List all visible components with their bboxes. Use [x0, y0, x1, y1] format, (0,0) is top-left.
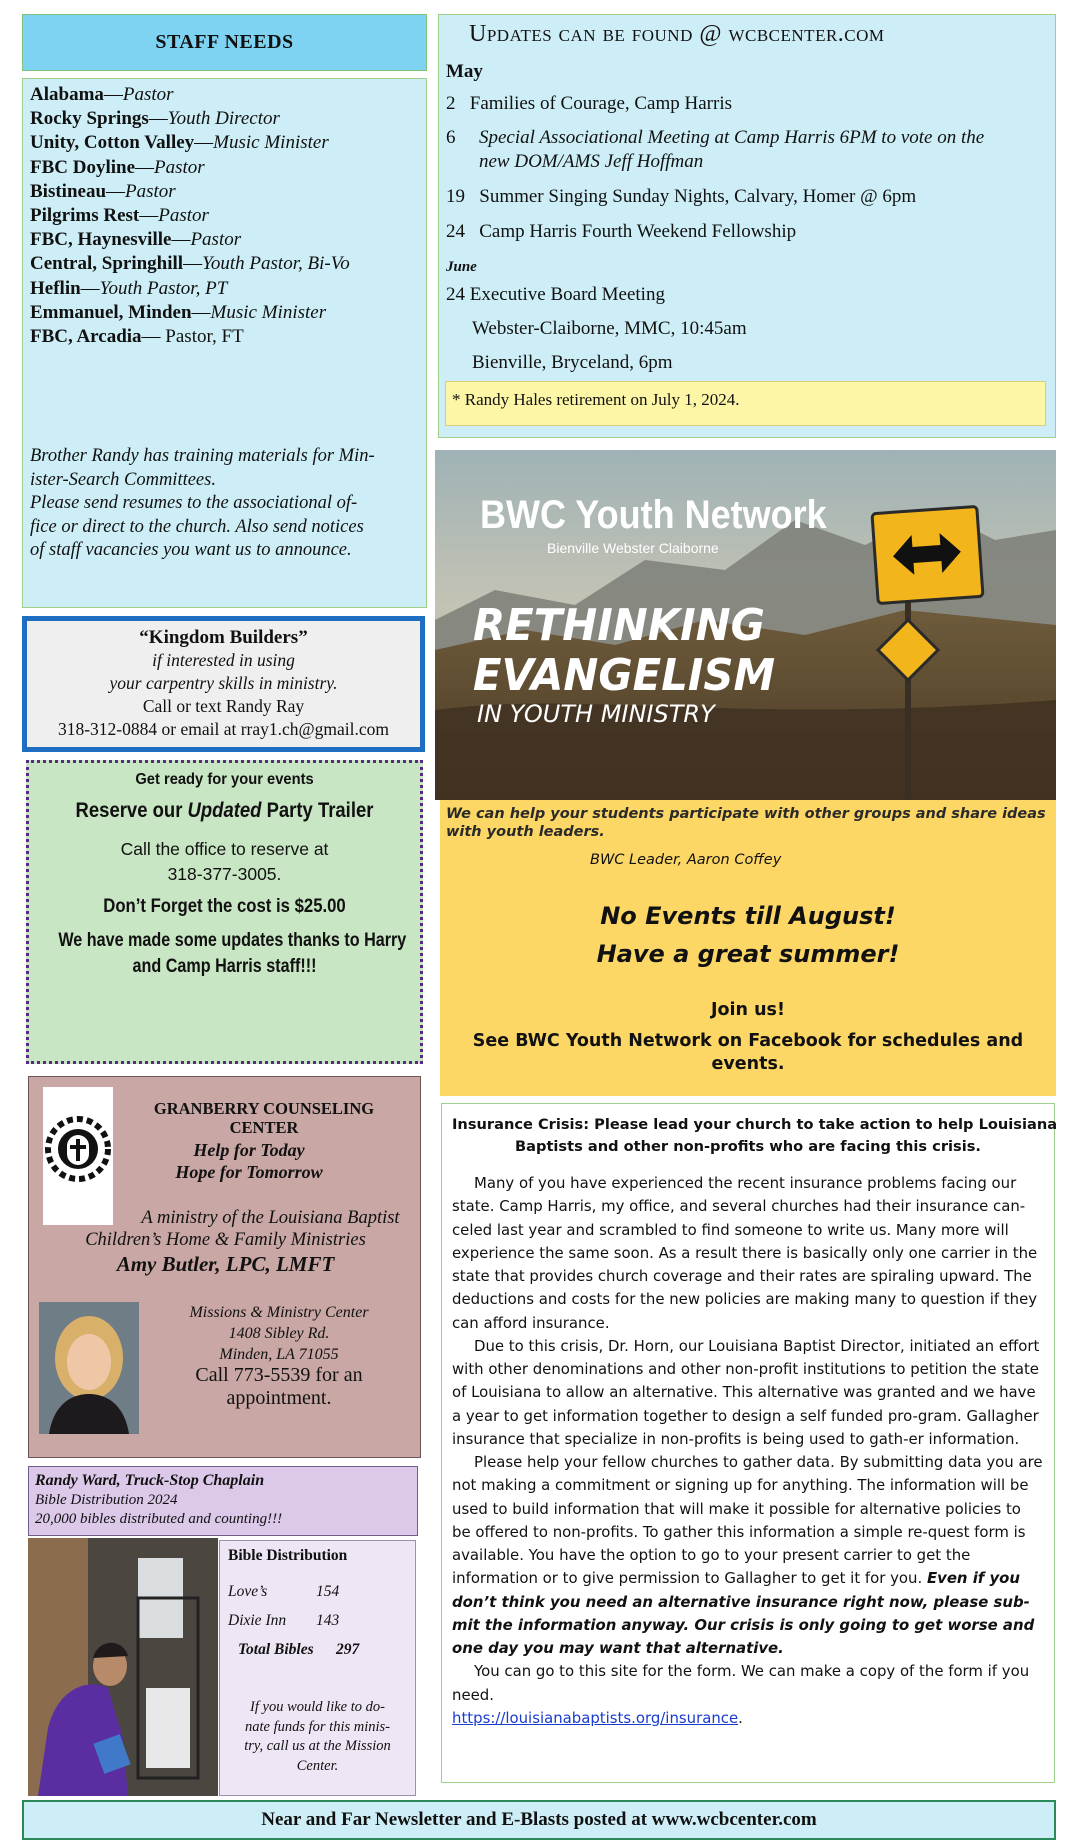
- updates-line: We have made some updates thanks to Harry: [58, 930, 407, 951]
- newsletter-footer: [22, 1800, 1056, 1840]
- address-line: Minden, LA 71055: [219, 1346, 339, 1363]
- staff-role: Youth Pastor, PT: [99, 277, 228, 299]
- headline-part: Party Trailer: [261, 799, 374, 822]
- staff-needs-note: [30, 445, 420, 563]
- note-line: ister-Search Committees.: [30, 469, 216, 490]
- update-text: Camp Harris Fourth Weekend Fellowship: [479, 221, 797, 242]
- call-line: appointment.: [226, 1387, 332, 1409]
- update-day: 19: [446, 186, 465, 207]
- church-name: Central, Springhill: [30, 253, 184, 275]
- staff-need-item: [30, 301, 419, 325]
- update-item: [446, 185, 916, 209]
- person-photo-icon: [39, 1302, 139, 1434]
- update-text: Families of Courage, Camp Harris: [469, 93, 733, 114]
- staff-role: Pastor: [125, 180, 176, 202]
- staff-need-item: [30, 252, 419, 276]
- ministry-line: Children’s Home & Family Ministries: [85, 1230, 366, 1250]
- staff-need-item: [30, 156, 419, 180]
- church-name: Rocky Springs: [30, 108, 149, 130]
- insurance-link[interactable]: https://louisianabaptists.org/insurance: [452, 1708, 739, 1727]
- counseling-ministry: [29, 1207, 422, 1251]
- counseling-box: [28, 1076, 421, 1458]
- kingdom-contact: 318-312-0884 or email at rray1.ch@gmail.com: [57, 719, 390, 739]
- chaplain-line: 20,000 bibles distributed and counting!!!: [35, 1511, 283, 1527]
- chaplain-header: [28, 1466, 418, 1536]
- staff-need-item: [30, 131, 419, 155]
- donate-line: If you would like to do-: [250, 1699, 385, 1715]
- facebook-line: See BWC Youth Network on Facebook for schedules and: [472, 1031, 1024, 1051]
- address-line: Missions & Ministry Center: [189, 1304, 369, 1321]
- note-line: Brother Randy has training materials for Min-: [30, 446, 375, 466]
- insurance-paragraph: You can go to this site for the form. We can make a copy of the form if you need.: [452, 1662, 1030, 1704]
- update-text: new DOM/AMS Jeff Hoffman: [479, 151, 704, 172]
- note-line: fice or direct to the church. Also send notices: [30, 516, 364, 537]
- separator: —: [171, 229, 191, 251]
- tagline: Help for Today: [193, 1140, 305, 1160]
- church-name: Bistineau: [30, 180, 107, 202]
- kingdom-title: “Kingdom Builders”: [139, 627, 308, 648]
- call-line: 318-377-3005.: [167, 864, 282, 884]
- staff-needs-items: [30, 83, 419, 349]
- insurance-body: [452, 1172, 1044, 1730]
- chaplain-title: Randy Ward, Truck-Stop Chaplain: [35, 1472, 265, 1489]
- staff-role: Music Minister: [210, 301, 327, 323]
- church-name: Alabama: [30, 84, 104, 105]
- separator: —: [80, 277, 100, 299]
- trailer-kicker: Get ready for your events: [135, 771, 314, 788]
- insurance-article: [441, 1103, 1058, 1783]
- staff-need-item: [30, 325, 419, 349]
- church-name: FBC, Arcadia: [30, 326, 142, 348]
- trailer-headline: [52, 799, 396, 823]
- may-label: May: [446, 61, 483, 82]
- join-us: Join us!: [711, 1000, 785, 1020]
- counseling-name: [119, 1099, 409, 1137]
- counseling-name-line: GRANBERRY COUNSELING: [153, 1099, 375, 1118]
- separator: —: [183, 253, 203, 275]
- counselor-photo: [39, 1302, 139, 1434]
- updates-line: and Camp Harris staff!!!: [132, 956, 317, 977]
- banner-title: BWC Youth Network: [480, 493, 827, 538]
- insurance-paragraph: Many of you have experienced the recent insurance problems facing our state. Camp Harris, my office, and several churches had their insurance can-celed last year and scrambled to find someone to write us. Many more will experience the same soon. As a result there is basically only one carrier in the state that provides church coverage and their rates are spiraling upward. The deductions and costs for the new policies are making many to question if they can afford insurance.: [452, 1174, 1038, 1332]
- kingdom-line: Call or text Randy Ray: [142, 696, 305, 716]
- row-label: Love’s: [228, 1583, 268, 1600]
- banner-big2: EVANGELISM: [473, 650, 776, 702]
- church-name: FBC Doyline: [30, 156, 136, 178]
- row-value: 143: [316, 1612, 340, 1629]
- separator: —: [103, 84, 123, 105]
- bible-distribution-box: [219, 1540, 416, 1796]
- have-summer: Have a great summer!: [596, 940, 900, 968]
- counselor-name: Amy Butler, LPC, LMFT: [116, 1252, 335, 1276]
- donate-note: [228, 1698, 407, 1776]
- cross-logo-icon: [43, 1087, 113, 1225]
- update-day: 6: [446, 127, 456, 148]
- counseling-address: [139, 1302, 419, 1365]
- youth-blurb: [446, 805, 1046, 841]
- chaplain-photo-image: [28, 1538, 218, 1796]
- june-label: June: [446, 259, 477, 275]
- counseling-name-line: CENTER: [229, 1118, 299, 1137]
- party-trailer-box: [26, 760, 423, 1064]
- youth-network-info: [440, 800, 1056, 1096]
- church-name: Heflin: [30, 277, 81, 299]
- facebook-line: events.: [711, 1054, 785, 1074]
- bible-dist-total: [228, 1635, 407, 1664]
- banner-big1: RETHINKING: [473, 600, 765, 652]
- donate-line: try, call us at the Mission: [244, 1738, 391, 1754]
- church-name: Pilgrims Rest: [30, 205, 140, 227]
- blurb-line: We can help your students participate with other groups and share ideas: [446, 806, 1046, 822]
- separator: —: [106, 180, 126, 202]
- staff-role: Pastor, FT: [160, 326, 244, 348]
- staff-needs-list: [22, 78, 427, 608]
- total-value: 297: [336, 1641, 360, 1658]
- insurance-paragraph: Due to this crisis, Dr. Horn, our Louisiana Baptist Director, initiated an effort with other denominations and other non-profit institutions to petition the state of Louisiana to allow an alternative. This alternative was granted and we have a year to get information together to design a self funded pro-gram. Gallagher insurance that specialize in non-profits is being used to gath-er information.: [452, 1336, 1040, 1448]
- retirement-note: * Randy Hales retirement on July 1, 2024.: [445, 381, 1046, 426]
- address-line: 1408 Sibley Rd.: [228, 1325, 330, 1342]
- bible-dist-row: [228, 1606, 407, 1635]
- youth-banner-image: [435, 450, 1056, 800]
- update-item: [446, 220, 796, 244]
- ministry-line: A ministry of the Louisiana Baptist: [141, 1208, 400, 1228]
- no-events: No Events till August!: [600, 902, 896, 930]
- separator: —: [139, 205, 159, 227]
- counseling-call: [139, 1364, 419, 1410]
- call-line: Call the office to reserve at: [120, 839, 329, 859]
- row-value: 154: [316, 1583, 340, 1600]
- insurance-paragraph: [452, 1451, 1044, 1660]
- updates-title: Updates can be found @ wcbcenter.com: [469, 21, 885, 47]
- call-line: Call 773-5539 for an: [195, 1364, 363, 1386]
- headline-emphasis: Updated: [187, 799, 262, 822]
- church-name: Emmanuel, Minden: [30, 301, 192, 323]
- update-text: Summer Singing Sunday Nights, Calvary, Homer @ 6pm: [479, 186, 917, 207]
- separator: —: [148, 108, 168, 130]
- staff-role: Youth Director: [167, 108, 280, 130]
- separator: —: [194, 132, 214, 154]
- staff-role: Pastor: [190, 229, 242, 251]
- kingdom-builders-box: [22, 616, 425, 752]
- blurb-line: with youth leaders.: [446, 824, 605, 840]
- update-day: 2: [446, 93, 456, 114]
- youth-leader: BWC Leader, Aaron Coffey: [590, 852, 782, 868]
- row-label: Dixie Inn: [228, 1612, 287, 1629]
- insurance-title: [452, 1114, 1058, 1158]
- update-day: 24: [446, 221, 465, 242]
- staff-need-item: [30, 107, 419, 131]
- staff-need-item: [30, 83, 419, 107]
- note-line: Please send resumes to the associational of-: [30, 493, 358, 513]
- chaplain-line: Bible Distribution 2024: [35, 1492, 178, 1508]
- donate-line: Center.: [296, 1757, 339, 1774]
- banner-subtitle: Bienville Webster Claiborne: [547, 540, 719, 556]
- donate-line: nate funds for this minis-: [244, 1718, 390, 1735]
- counseling-logo: [43, 1087, 113, 1225]
- footer-text: Near and Far Newsletter and E-Blasts posted at www.wcbcenter.com: [261, 1809, 817, 1830]
- update-item: [446, 92, 732, 116]
- staff-role: Music Minister: [213, 132, 329, 154]
- june-sub: Webster-Claiborne, MMC, 10:45am: [472, 318, 747, 339]
- staff-role: Pastor: [154, 156, 205, 178]
- june-sub: Bienville, Bryceland, 6pm: [472, 352, 673, 373]
- church-name: FBC, Haynesville: [30, 229, 172, 251]
- trailer-cost: Don’t Forget the cost is $25.00: [103, 896, 346, 917]
- trailer-call: [29, 837, 420, 887]
- staff-needs-header: [22, 14, 427, 71]
- update-item: [446, 126, 985, 172]
- headline-part: Reserve our: [75, 799, 188, 822]
- tagline: Hope for Tomorrow: [175, 1162, 323, 1182]
- staff-role: Pastor: [158, 205, 209, 227]
- staff-role: Pastor: [122, 84, 174, 105]
- bible-dist-title: Bible Distribution: [228, 1547, 348, 1564]
- separator: —: [141, 326, 161, 348]
- p3-emphasis: Even if you don’t think you need an alternative insurance right now, please sub-mit the information anyway. Our crisis is only going to get worse and one day you may want that alternative.: [452, 1569, 1035, 1657]
- bible-dist-table: [228, 1577, 407, 1664]
- facebook-note: [440, 1030, 1056, 1076]
- separator: —: [191, 301, 211, 323]
- update-text: Special Associational Meeting at Camp Harris 6PM to vote on the: [479, 127, 985, 148]
- staff-need-item: [30, 180, 419, 204]
- title-line: Baptists and other non-profits who are facing this crisis.: [515, 1138, 981, 1155]
- staff-needs-title: STAFF NEEDS: [155, 31, 294, 53]
- chaplain-photo: [28, 1538, 218, 1796]
- youth-network-banner: [435, 450, 1056, 800]
- updates-panel: [438, 14, 1056, 438]
- staff-need-item: [30, 204, 419, 228]
- kingdom-line: if interested in using: [152, 650, 295, 670]
- june-item: 24 Executive Board Meeting: [446, 284, 665, 305]
- p3-text: Please help your fellow churches to gather data. By submitting data you are not making a commitment or signing up for anything. The information will be used to build information that will make it possible for alternative policies to be offered to non-profits. To gather this information a simple re-quest form is available. You have the option to go to your present carrier to get the information or to give permission to Gallagher to get it for you.: [452, 1453, 1043, 1588]
- title-line: Insurance Crisis: Please lead your church to take action to help Louisiana: [452, 1116, 1058, 1133]
- kingdom-line: your carpentry skills in ministry.: [109, 673, 338, 693]
- total-label: Total Bibles: [238, 1641, 314, 1658]
- church-name: Unity, Cotton Valley: [30, 132, 195, 154]
- banner-small: IN YOUTH MINISTRY: [477, 700, 715, 728]
- separator: —: [135, 156, 155, 178]
- trailer-updates: [58, 928, 407, 980]
- bible-dist-row: [228, 1577, 407, 1606]
- note-line: of staff vacancies you want us to announce.: [30, 540, 352, 560]
- counseling-tagline: [119, 1139, 379, 1183]
- staff-need-item: [30, 228, 419, 252]
- staff-role: Youth Pastor, Bi-Vo: [202, 253, 350, 275]
- link-period: .: [738, 1708, 743, 1727]
- staff-need-item: [30, 277, 419, 301]
